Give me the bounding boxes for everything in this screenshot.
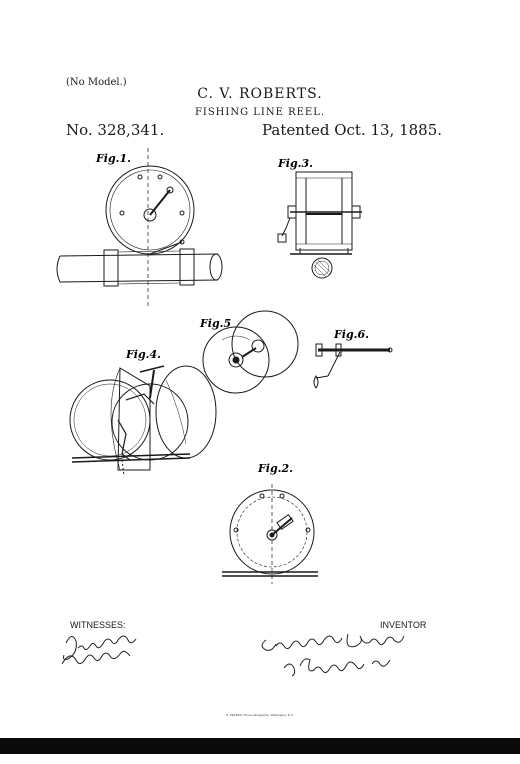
figure-1-drawing — [57, 148, 222, 308]
figure-5-label: Fig.5 — [200, 317, 232, 330]
patent-number: No. 328,341. — [66, 121, 165, 139]
patent-date: Patented Oct. 13, 1885. — [262, 121, 443, 139]
figure-4-drawing — [70, 366, 216, 476]
figure-2-drawing — [222, 484, 318, 584]
figure-4-label: Fig.4. — [126, 348, 161, 361]
patent-title: FISHING LINE REEL. — [194, 107, 326, 118]
figure-3-label: Fig.3. — [278, 157, 313, 170]
inventor-heading: C. V. ROBERTS. — [197, 86, 323, 102]
scan-border-bar — [0, 738, 520, 754]
figure-3-drawing — [278, 172, 362, 278]
figure-6-label: Fig.6. — [334, 328, 369, 341]
inventor-label: INVENTOR — [380, 620, 427, 630]
lithographer-credit: N. PETERS. Photo-Lithographer, Washington, D.C. — [225, 713, 295, 717]
figure-6-drawing — [314, 344, 392, 388]
figure-1-label: Fig.1. — [96, 152, 131, 165]
figure-2-label: Fig.2. — [258, 462, 293, 475]
witnesses-label: WITNESSES: — [70, 620, 126, 630]
no-model-note: (No Model.) — [66, 77, 127, 88]
inventor-signature — [262, 634, 404, 676]
witness-signatures — [62, 636, 136, 664]
